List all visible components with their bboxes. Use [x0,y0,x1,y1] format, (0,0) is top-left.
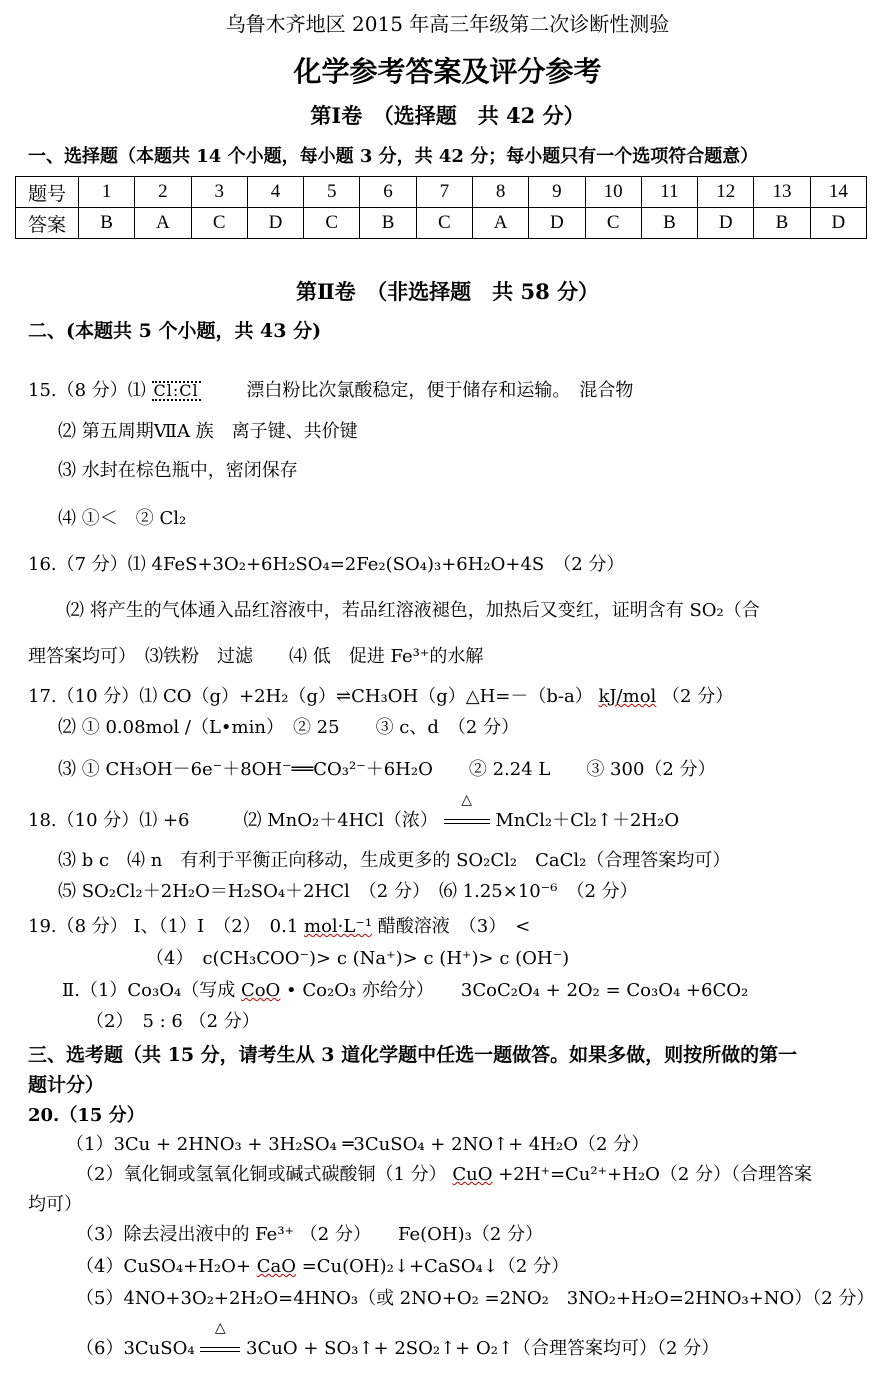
table-cell: A [472,208,528,239]
answer-line [76,1160,812,1186]
answer-line: ⑶ b c ⑷ n 有利于平衡正向移动，生成更多的 SO₂Cl₂ CaCl₂（合理答案均可） [58,850,731,871]
table-cell: 7 [416,177,472,208]
table-cell: B [754,208,810,239]
answer-line [28,682,733,708]
answer-line: ⑵ ① 0.08mol /（L•min） ② 25 ③ c、d （2 分） [58,717,520,738]
answer-line: 均可） [28,1194,82,1215]
answer-line [28,792,680,832]
answer-line: 16.（7 分）⑴ 4FeS+3O₂+6H₂SO₄=2Fe₂(SO₄)₃+6H₂O+4S （2 分） [28,554,625,575]
answer-line [76,1320,720,1360]
answer-line: （1）3Cu + 2HNO₃ + 3H₂SO₄ ═3CuSO₄ + 2NO↑+ 4H₂O（2 分） [66,1134,650,1155]
text-span: （2 分） [662,686,734,707]
table-cell: 14 [810,177,866,208]
answer-line [76,1252,569,1278]
text-span: （2）氧化铜或氢氧化铜或碱式碳酸铜（1 分） [76,1164,447,1185]
answer-line: ⑵ 第五周期ⅦA 族 离子键、共价键 [58,421,358,442]
text-span: kJ/mol [598,686,657,707]
answer-line: （3）除去浸出液中的 Fe³⁺ （2 分） Fe(OH)₃（2 分） [76,1224,543,1245]
answer-line: ⑶ 水封在棕色瓶中，密闭保存 [58,460,298,481]
table-cell: 5 [304,177,360,208]
section3-title-cont: 题计分） [28,1074,105,1096]
lewis-structure: Cl:Cl [153,381,199,400]
question-20-label: 20.（15 分） [28,1105,145,1126]
exam-title: 乌鲁木齐地区 2015 年高三年级第二次诊断性测验 [225,12,670,36]
answer-line: ⑷ ①＜ ② Cl₂ [58,508,187,529]
answer-line: （5）4NO+3O₂+2H₂O=4HNO₃（或 2NO+O₂ =2NO₂ 3NO₂+H₂O=2HNO₃+NO）（2 分） [76,1288,875,1309]
part1-title: 第Ⅰ卷 （选择题 共 42 分） [310,103,585,128]
text-span: 3CuO + SO₃↑+ 2SO₂↑+ O₂↑（合理答案均可）（2 分） [246,1338,720,1359]
table-cell: 12 [698,177,754,208]
text-span: 19.（8 分） Ⅰ、（1）Ⅰ （2） 0.1 [28,916,304,937]
doc-title: 化学参考答案及评分参考 [293,55,602,88]
section1-title: 一、选择题（本题共 14 个小题，每小题 3 分，共 42 分；每小题只有一个选项符合题意） [28,146,759,167]
table-cell: 11 [641,177,697,208]
table-cell: C [304,208,360,239]
delta-symbol: △ [461,792,473,808]
section2-title: 二、(本题共 5 个小题，共 43 分) [28,320,322,342]
table-cell: 8 [472,177,528,208]
table-cell: B [79,208,135,239]
answer-table [15,176,867,239]
table-cell: C [585,208,641,239]
text-span: （6）3CuSO₄ [76,1338,195,1359]
table-cell: D [247,208,303,239]
text-span: +2H⁺=Cu²⁺+H₂O（2 分）（合理答案 [498,1164,813,1185]
table-cell: D [698,208,754,239]
table-cell: A [135,208,191,239]
answer-line: （4） c(CH₃COO⁻)> c (Na⁺)> c (H⁺)> c (OH⁻) [146,948,570,969]
table-cell: 13 [754,177,810,208]
table-cell: 2 [135,177,191,208]
table-row-numbers [16,177,867,208]
table-cell: D [529,208,585,239]
text-span: 醋酸溶液 （3） < [377,916,531,937]
heat-arrow [444,792,490,831]
table-row-answers [16,208,867,239]
answer-line [28,376,633,402]
answer-line [62,976,748,1002]
text-span: 17.（10 分）⑴ CO（g）+2H₂（g）⇌CH₃OH（g）△H=－（b-a） [28,686,593,707]
answer-line: ⑵ 将产生的气体通入品红溶液中，若品红溶液褪色，加热后又变红，证明含有 SO₂（合 [66,600,760,621]
text-span: mol·L⁻¹ [304,916,373,937]
text-span: 漂白粉比次氯酸稳定，便于储存和运输。 混合物 [246,380,634,401]
delta-symbol: △ [214,1320,226,1336]
table-cell: 1 [79,177,135,208]
answer-line: ⑸ SO₂Cl₂＋2H₂O＝H₂SO₄＋2HCl （2 分） ⑹ 1.25×10⁻⁶ （2 分） [58,881,638,902]
table-cell: 9 [529,177,585,208]
table-cell: 3 [191,177,247,208]
table-cell: 6 [360,177,416,208]
table-cell: B [641,208,697,239]
answer-line: （2） 5 : 6 （2 分） [86,1011,260,1032]
text-span: 15.（8 分）⑴ [28,380,152,401]
table-cell: C [191,208,247,239]
section3-title: 三、选考题（共 15 分，请考生从 3 道化学题中任选一题做答。如果多做，则按所做的第一 [28,1044,798,1066]
text-span: CoO [240,980,281,1001]
text-span: MnCl₂＋Cl₂↑＋2H₂O [495,810,680,831]
table-cell: 4 [247,177,303,208]
heat-arrow [200,1320,240,1359]
answer-line: ⑶ ① CH₃OH－6e⁻＋8OH⁻══CO₃²⁻＋6H₂O ② 2.24 L ③ 300（2 分） [58,759,716,780]
table-cell: 10 [585,177,641,208]
text-span: CuO [452,1164,493,1185]
part2-title: 第Ⅱ卷 （非选择题 共 58 分） [295,279,600,304]
answer-line [28,912,530,938]
text-span: =Cu(OH)₂↓+CaSO₄↓（2 分） [301,1256,570,1277]
text-span: （4）CuSO₄+H₂O+ [76,1256,251,1277]
answer-line: 理答案均可） ⑶铁粉 过滤 ⑷ 低 促进 Fe³⁺的水解 [28,646,484,667]
text-span: • Co₂O₃ 亦给分） 3CoC₂O₄ + 2O₂ = Co₃O₄ +6CO₂ [286,980,749,1001]
table-cell: D [810,208,866,239]
text-span: Ⅱ.（1）Co₃O₄（写成 [62,980,241,1001]
table-header-cell: 题号 [16,177,79,208]
table-header-cell: 答案 [16,208,79,239]
text-span: 18.（10 分）⑴ +6 ⑵ MnO₂＋4HCl（浓） [28,810,438,831]
text-span: CaO [256,1256,296,1277]
table-cell: B [360,208,416,239]
table-cell: C [416,208,472,239]
